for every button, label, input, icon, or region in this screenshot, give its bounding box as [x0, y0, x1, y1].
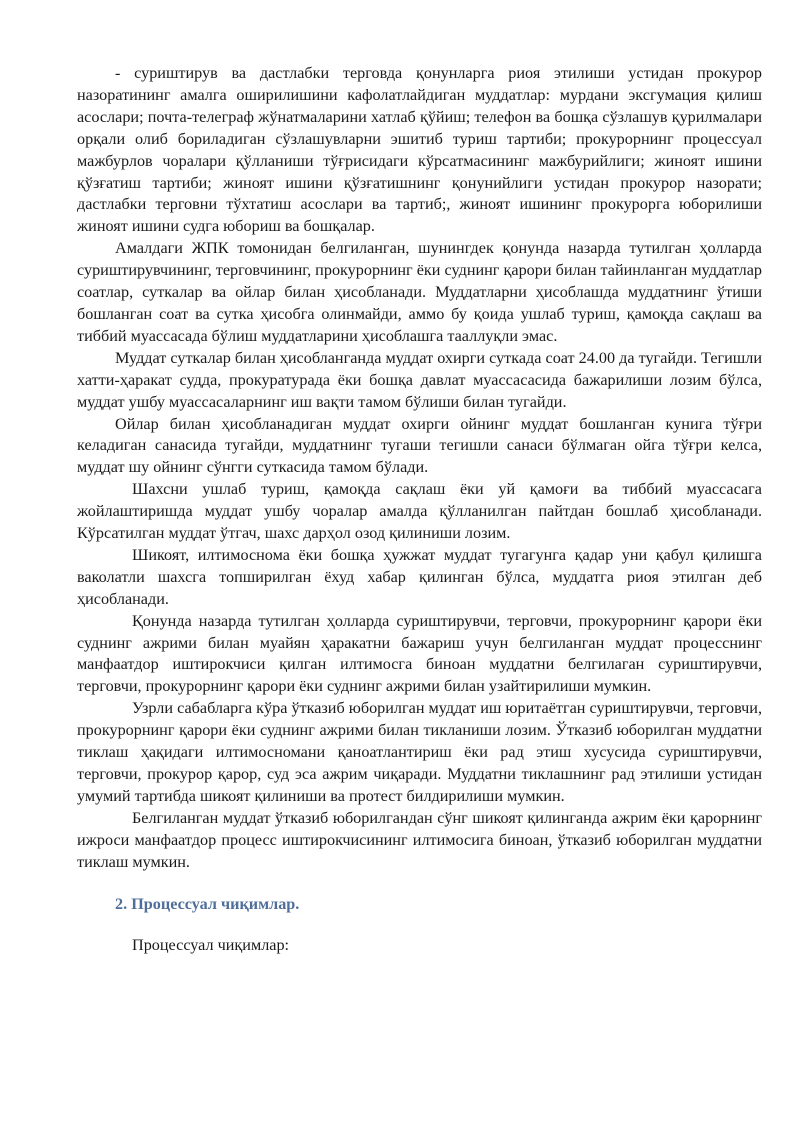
paragraph-9: Белгиланган муддат ўтказиб юборилгандан сўнг шикоят қилинганда ажрим ёки қарорнинг ижроси манфаатдор процесс иштирокчисининг илтимосига биноан, ўтказиб юборилган муддатни тиклаш мумкин. — [77, 808, 762, 871]
paragraph-3: Муддат суткалар билан ҳисобланганда муддат охирги суткада соат 24.00 да тугайди. Тегишли хатти-ҳаракат судда, прокуратурада ёки бошқа давлат муассасасида бажарилиши лозим бўлса, муддат ушбу муассасаларнинг иш вақти тамом бўлиши билан тугайди. — [77, 348, 763, 411]
paragraph-7: Қонунда назарда тутилган ҳолларда суриштирувчи, терговчи, прокурорнинг қарори ёки суднинг ажрими билан муайян ҳаракатни бажариш учун белгиланган муддат процесснинг манфаатдор иштирокчиси қилган илтимосга биноан муддатни белгилаган суриштирувчи, терговчи, прокурорнинг қарори ёки суднинг ажрими билан узайтирилиши мумкин. — [77, 611, 762, 696]
paragraph-6: Шикоят, илтимоснома ёки бошқа ҳужжат муддат тугагунга қадар уни қабул қилишга ваколатли шахсга топширилган ёхуд хабар қилинган бўлса, муддатга риоя этилган деб ҳисобланади. — [77, 545, 762, 608]
paragraph-8: Узрли сабабларга кўра ўтказиб юборилган муддат иш юритаётган суриштирувчи, терговчи, прокурорнинг қарори ёки суднинг ажрими билан тикланиши лозим. Ўтказиб юборилган муддатни тиклаш ҳақидаги илтимосномани қаноатлантириш ёки рад этиш хусусида суриштирувчи, терговчи, прокурор қарор, суд эса ажрим чиқаради. Муддатни тиклашнинг рад этилиши устидан умумий тартибда шикоят қилиниши ва протест билдирилиши мумкин. — [77, 699, 762, 805]
paragraph-2: Амалдаги ЖПК томонидан белгиланган, шунингдек қонунда назарда тутилган ҳолларда суриштирувчининг, терговчининг, прокурорнинг ёки суднинг қарори билан тайинланган муддатлар соатлар, суткалар ва ойлар билан ҳисобланади. Муддатларни ҳисоблашда муддатнинг ўтиши бошланган соат ва сутка ҳисобга олинмайди, аммо бу қоида ушлаб туриш, қамоқда сақлаш ва тиббий муассасада бўлиш муддатларини ҳисоблашга тааллуқли эмас. — [77, 239, 762, 345]
section-heading: 2. Процессуал чиқимлар. — [115, 894, 300, 913]
section-intro: Процессуал чиқимлар: — [132, 936, 290, 955]
paragraph-5: Шахсни ушлаб туриш, қамоқда сақлаш ёки уй қамоғи ва тиббий муассасага жойлаштиришда муддат ушбу чоралар амалда қўлланилган пайтдан бошлаб ҳисобланади. Кўрсатилган муддат ўтгач, шахс дарҳол озод қилиниши лозим. — [77, 480, 762, 543]
paragraph-1: - суриштирув ва дастлабки терговда қонунларга риоя этилиши устидан прокурор назоратининг амалга оширилишини кафолатлайдиган муддатлар: мурдани эксгумация қилиш асослари; почта-телеграф жўнатмаларини хатлаб қўйиш; телефон ва бошқа сўзлашув қурилмалари орқали олиб бориладиган сўзлашувларни эшитиб туриш тартиби; прокурорнинг процессуал мажбурлов чоралари қўлланиши тўғрисидаги кўрсатмасининг мажбурийлиги; жиноят ишини қўзғатиш тартиби; жиноят ишини қўзғатишнинг қонунийлиги устидан прокурор назорати; дастлабки терговни тўхтатиш асослари ва тартиб;, жиноят ишининг прокурорга юборилиши жиноят ишини судга юбориш ва бошқалар. — [77, 64, 762, 236]
paragraph-4: Ойлар билан ҳисобланадиган муддат охирги ойнинг муддат бошланган кунига тўғри келадиган санасида тугайди, муддатнинг тугаши тегишли санаси бўлмаган ойга тўғри келса, муддат шу ойнинг сўнгги суткасида тамом бўлади. — [77, 414, 762, 477]
document-page — [77, 63, 762, 957]
